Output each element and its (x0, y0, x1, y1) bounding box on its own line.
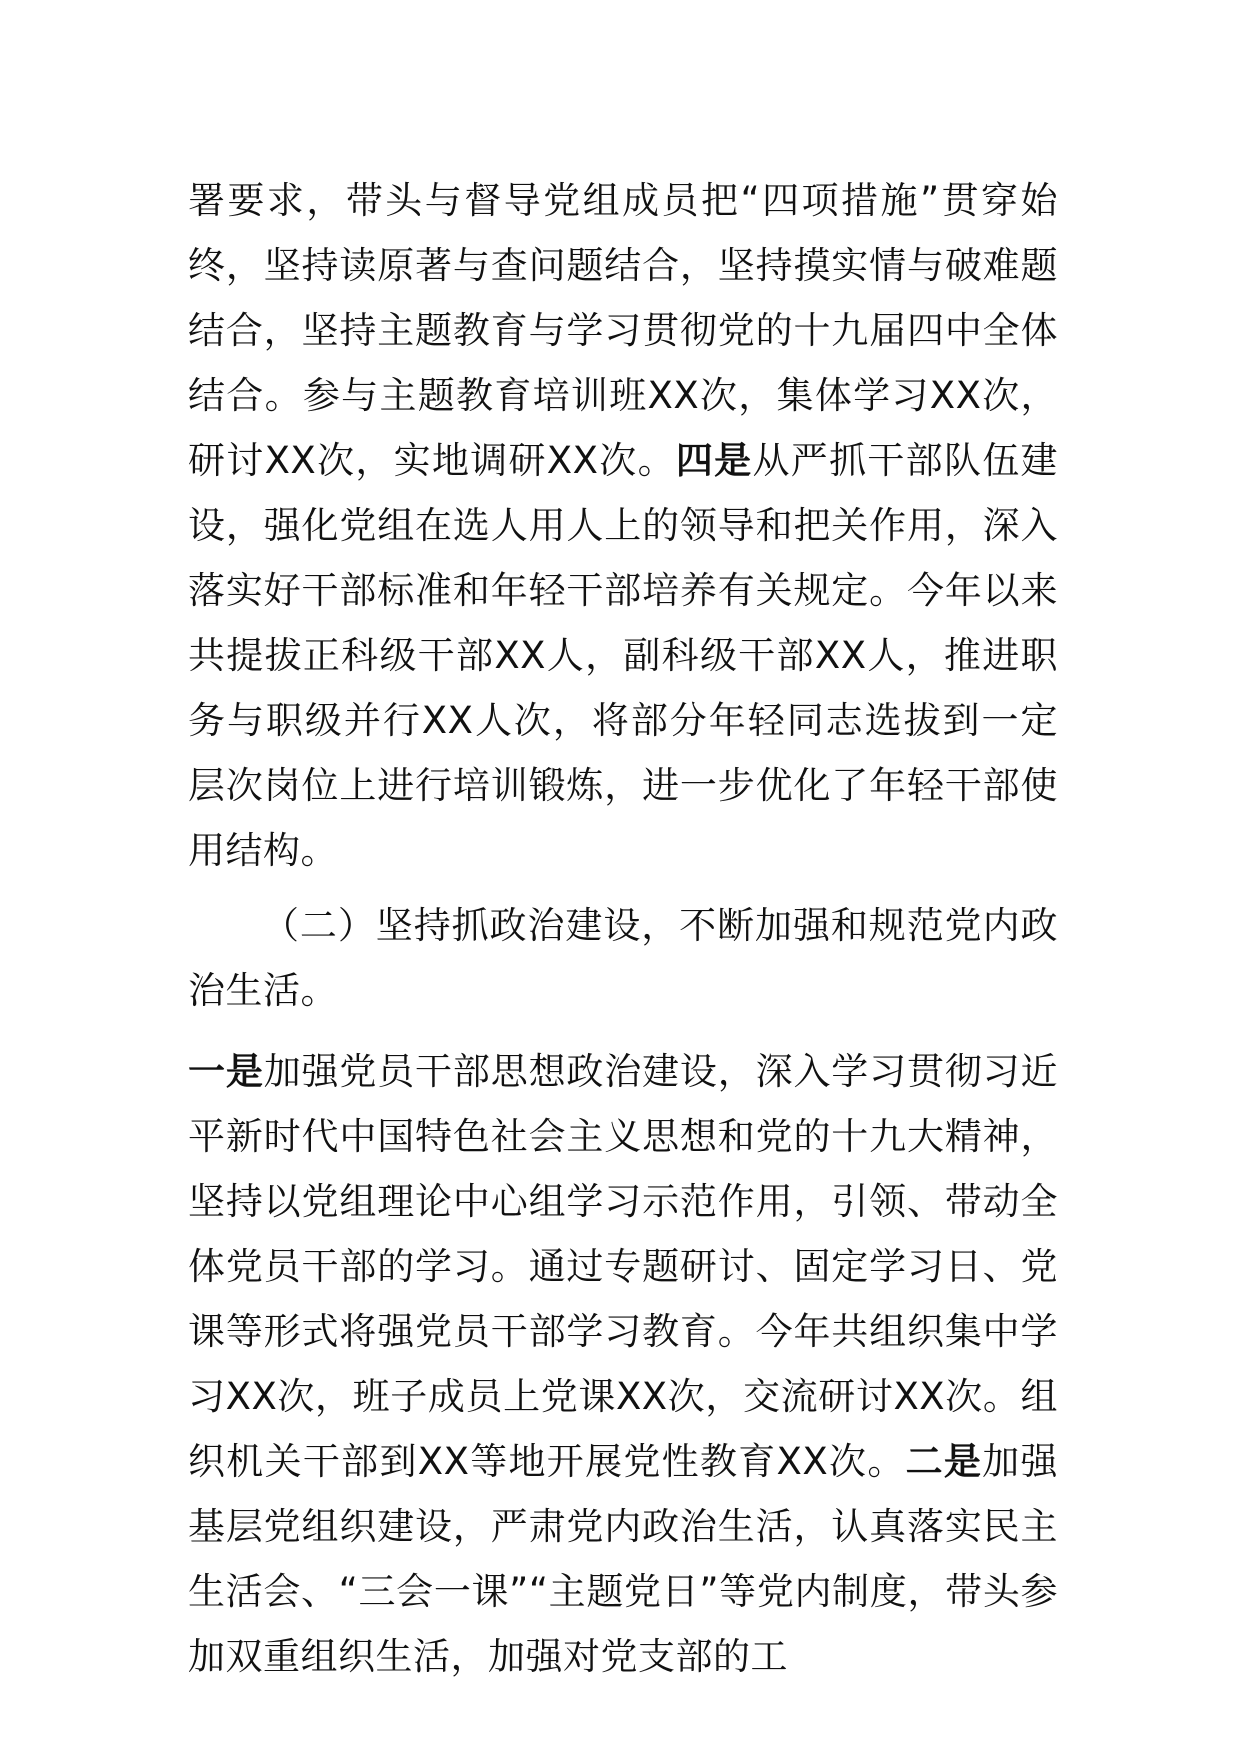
paragraph-political-building (188, 1039, 1058, 1689)
bold-marker-second: 二是 (905, 1440, 983, 1483)
bold-marker-fourth: 四是 (675, 439, 753, 482)
paragraph-text: 加强基层党组织建设，严肃党内政治生活，认真落实民主生活会、“三会一课”“主题党日”等党内制度，带头参加双重组织生活，加强对党支部的工 (188, 1440, 1059, 1678)
paragraph-work-summary (188, 168, 1058, 883)
paragraph-text: 署要求，带头与督导党组成员把“四项措施”贯穿始终，坚持读原著与查问题结合，坚持摸实情与破难题结合，坚持主题教育与学习贯彻党的十九届四中全体结合。参与主题教育培训班XX次，集体学习XX次，研讨XX次，实地调研XX次。 (188, 179, 1058, 482)
section-heading: （二）坚持抓政治建设，不断加强和规范党内政治生活。 (188, 904, 1058, 1012)
document-body (188, 168, 1058, 1689)
paragraph-text: 从严抓干部队伍建设，强化党组在选人用人上的领导和把关作用，深入落实好干部标准和年轻干部培养有关规定。今年以来共提拔正科级干部XX人，副科级干部XX人，推进职务与职级并行XX人次，将部分年轻同志选拔到一定层次岗位上进行培训锻炼，进一步优化了年轻干部使用结构。 (188, 439, 1059, 872)
paragraph-text: 加强党员干部思想政治建设，深入学习贯彻习近平新时代中国特色社会主义思想和党的十九大精神，坚持以党组理论中心组学习示范作用，引领、带动全体党员干部的学习。通过专题研讨、固定学习日、党课等形式将强党员干部学习教育。今年共组织集中学习XX次，班子成员上党课XX次，交流研讨XX次。组织机关干部到XX等地开展党性教育XX次。 (188, 1050, 1059, 1483)
bold-marker-first: 一是 (188, 1050, 264, 1093)
